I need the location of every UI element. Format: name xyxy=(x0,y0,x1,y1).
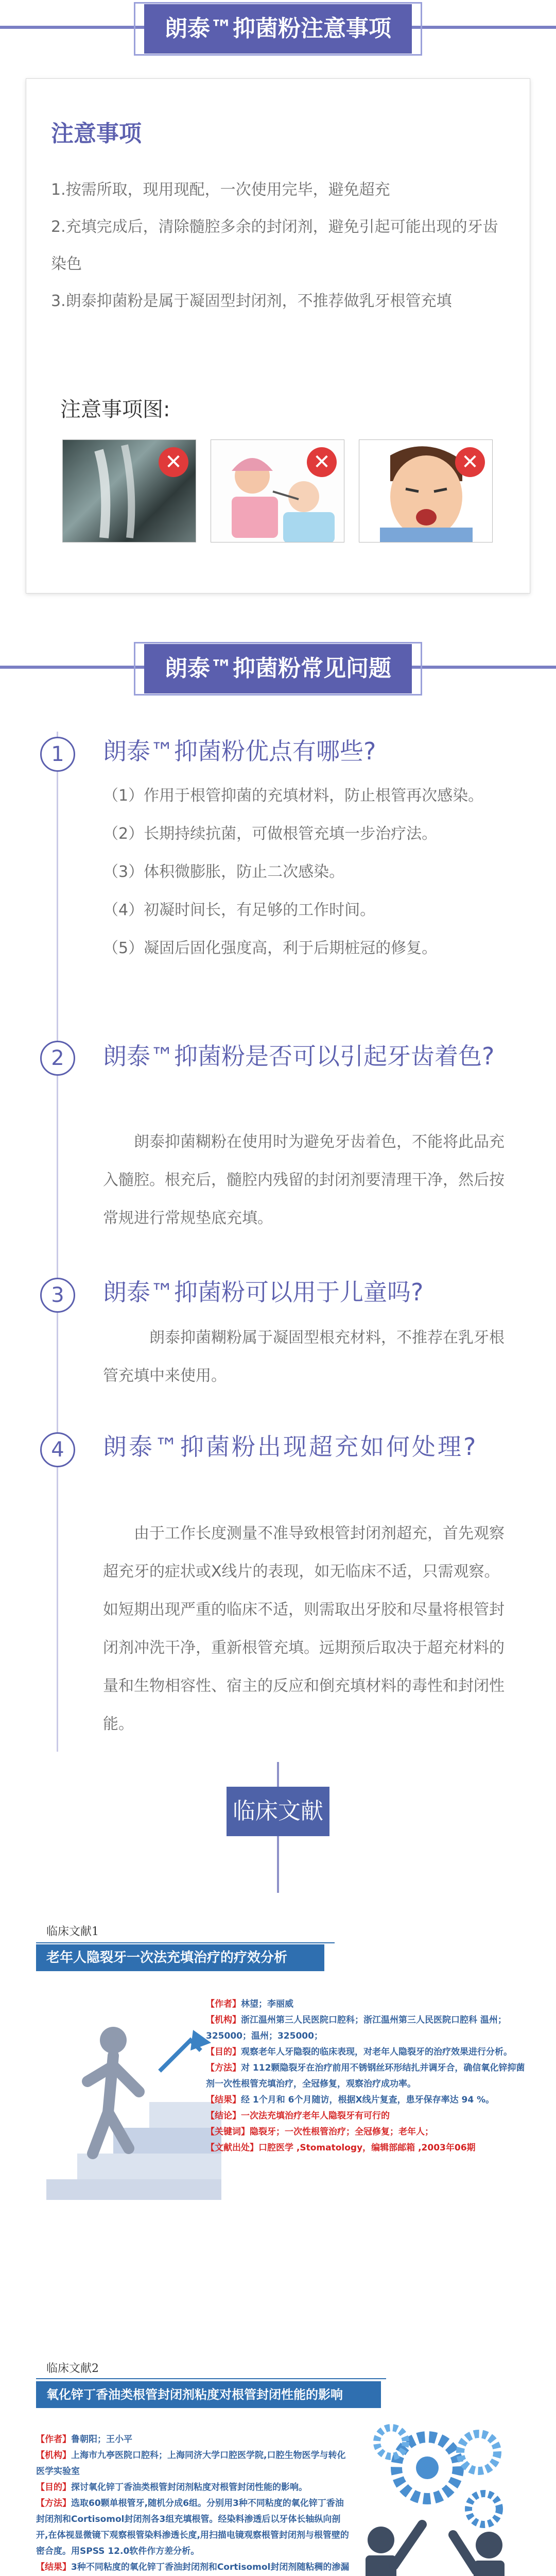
faq-answer-line: 由于工作长度测量不准导致根管封闭剂超充，首先观察超充牙的症状或X线片的表现，如无临床不适，只需观察。如短期出现严重的临床不适，则需取出牙胶和尽量将根管封闭剂冲洗干净，重新根管充填。远期预后取决于超充材料的量和生物相容性、宿主的反应和倒充填材料的毒性和封闭性能。 xyxy=(103,1524,505,1733)
stairs-person-illustration xyxy=(36,1994,232,2210)
gears-team-illustration xyxy=(350,2421,525,2576)
paper-line-text: 观察老年人牙隐裂的临床表现，对老年人隐裂牙的治疗效果进行分析。 xyxy=(241,2047,512,2057)
connector-line xyxy=(277,1762,279,1787)
paper-card-2 xyxy=(21,2344,535,2576)
faq-answer xyxy=(103,1123,510,1238)
paper-line-label: 【关键词】 xyxy=(206,2127,250,2137)
paper-card-1 xyxy=(21,1906,535,2236)
paper-title xyxy=(36,2381,381,2408)
paper-line xyxy=(36,2560,350,2576)
paper-line xyxy=(36,2480,350,2496)
wrong-icon: ✕ xyxy=(159,447,188,477)
paper-line xyxy=(36,2496,350,2560)
section2-banner xyxy=(144,644,412,693)
paper-line-text: 上海市九亭医院口腔科；上海同济大学口腔医学院,口腔生物医学与转化医学实验室 xyxy=(36,2450,346,2477)
paper-line xyxy=(206,2140,525,2156)
paper-line xyxy=(206,2044,525,2060)
section3-banner-text: 临床文献 xyxy=(233,1798,323,1824)
faq-answer-line: （3）体积微膨胀，防止二次感染。 xyxy=(103,863,345,881)
faq-answer-line: （1）作用于根管抑菌的充填材料，防止根管再次感染。 xyxy=(103,787,484,805)
xray-thumbnail xyxy=(62,439,196,543)
faq-question: 朗泰™抑菌粉是否可以引起牙齿着色? xyxy=(103,1042,495,1070)
paper-line-text: 浙江温州第三人民医院口腔科；浙江温州第三人民医院口腔科 温州；325000；温州；325000； xyxy=(206,2015,507,2041)
paper-line-label: 【结果】 xyxy=(206,2095,241,2105)
note-item: 1.按需所取，现用现配，一次使用完毕，避免超充 xyxy=(51,181,390,199)
faq-answer-line: 朗泰抑菌糊粉在使用时为避免牙齿着色，不能将此品充入髓腔。根充后，髓腔内残留的封闭剂要清理干净，然后按常规进行常规垫底充填。 xyxy=(103,1133,505,1227)
paper-line-label: 【结果】 xyxy=(36,2562,71,2572)
paper-title-text: 氧化锌丁香油类根管封闭剂粘度对根管封闭性能的影响 xyxy=(46,2387,343,2402)
paper-line-text: 隐裂牙；一次性根管治疗；全冠修复；老年人； xyxy=(250,2127,433,2137)
paper-line xyxy=(206,2012,525,2044)
paper-line-label: 【方法】 xyxy=(206,2063,241,2073)
timeline-line xyxy=(57,732,58,1752)
paper-line-text: 探讨氧化锌丁香油类根管封闭剂粘度对根管封闭性能的影响。 xyxy=(71,2482,307,2493)
paper-line xyxy=(206,2092,525,2108)
paper-line-text: 林望；李丽威 xyxy=(241,1999,293,2009)
wrong-icon: ✕ xyxy=(455,447,485,477)
note-item: 3.朗泰抑菌粉是属于凝固型封闭剂，不推荐做乳牙根管充填 xyxy=(51,292,452,310)
paper-line xyxy=(206,1996,525,2012)
paper-line-label: 【结论】 xyxy=(206,2111,241,2121)
paper-line-text: 鲁朝阳；王小平 xyxy=(71,2434,132,2445)
faq-number: 2 xyxy=(40,1041,75,1076)
paper-line-text: 3种不同粘度的氧化锌丁香油封闭剂和Cortisomol封闭剂随粘稠的渗漏 xyxy=(71,2562,350,2572)
paper-line-label: 【作者】 xyxy=(206,1999,241,2009)
image-title: 注意事项图: xyxy=(60,398,170,421)
paper-line-text: 一次法充填治疗老年人隐裂牙有可行的 xyxy=(241,2111,390,2121)
paper-line-label: 【目的】 xyxy=(36,2482,71,2493)
section1-banner-text: 朗泰™抑菌粉注意事项 xyxy=(165,15,391,42)
paper-line-label: 【机构】 xyxy=(36,2450,71,2461)
paper-line-text: 选取60颗单根管牙,随机分成6组。分别用3种不同粘度的氧化锌丁香油封闭剂和Cortisomol封闭剂各3组充填根管。经染料渗透后以牙体长轴纵向剖开,在体视显微镜下观察根管染料渗透长度,用扫描电镜观察根管封闭剂与根管壁的密合度。用SPSS 12.0软件作方差分析。 xyxy=(36,2498,349,2556)
faq-answer xyxy=(103,1319,510,1395)
paper-line-text: 经 1个月和 6个月随访，根据X线片复查，患牙保存率达 94 %。 xyxy=(241,2095,495,2105)
faq-question: 朗泰™抑菌粉优点有哪些? xyxy=(103,737,376,765)
paper-title-text: 老年人隐裂牙一次法充填治疗的疗效分析 xyxy=(46,1950,288,1965)
paper-line xyxy=(36,2448,350,2480)
paper-abstract xyxy=(36,2432,350,2576)
faq-number: 3 xyxy=(40,1278,75,1313)
dentist-thumbnail xyxy=(211,439,344,543)
patient-thumbnail xyxy=(359,439,493,543)
notes-heading: 注意事项 xyxy=(51,121,142,147)
notes-list xyxy=(51,172,504,320)
paper-title xyxy=(36,1944,324,1971)
faq-answer-line: （2）长期持续抗菌，可做根管充填一步治疗法。 xyxy=(103,825,438,843)
paper-line-label: 【目的】 xyxy=(206,2047,241,2057)
paper-tag: 临床文献2 xyxy=(46,2362,99,2375)
divider xyxy=(36,2378,386,2379)
faq-question: 朗泰™抑菌粉可以用于儿童吗? xyxy=(103,1278,424,1306)
paper-line-label: 【方法】 xyxy=(36,2498,71,2509)
section1-banner xyxy=(144,4,412,54)
paper-tag: 临床文献1 xyxy=(46,1925,99,1938)
paper-line xyxy=(206,2124,525,2140)
paper-line-label: 【作者】 xyxy=(36,2434,71,2445)
paper-abstract xyxy=(206,1996,525,2156)
faq-answer xyxy=(103,777,510,968)
faq-answer-line: （4）初凝时间长，有足够的工作时间。 xyxy=(103,901,376,919)
paper-line-label: 【文献出处】 xyxy=(206,2143,258,2153)
notes-card xyxy=(26,78,530,594)
section3-banner xyxy=(227,1787,329,1836)
faq-question: 朗泰™抑菌粉出现超充如何处理? xyxy=(103,1433,478,1461)
paper-line-text: 对 112颗隐裂牙在治疗前用不锈钢丝环形结扎并调牙合，确信氧化锌抑菌剂一次性根管充填治疗，全冠修复，观察治疗成功率。 xyxy=(206,2063,525,2089)
paper-line-text: 口腔医学 ,Stomatology，编辑部邮箱 ,2003年06期 xyxy=(258,2143,476,2153)
wrong-icon: ✕ xyxy=(307,447,337,477)
divider xyxy=(36,1942,335,1943)
faq-answer-line: （5）凝固后固化强度高，利于后期桩冠的修复。 xyxy=(103,939,438,957)
paper-line xyxy=(206,2108,525,2124)
section2-banner-text: 朗泰™抑菌粉常见问题 xyxy=(165,655,391,682)
faq-answer-line: 朗泰抑菌糊粉属于凝固型根充材料，不推荐在乳牙根管充填中来使用。 xyxy=(103,1329,505,1385)
paper-line xyxy=(36,2432,350,2448)
faq-number: 1 xyxy=(40,737,75,772)
faq-answer xyxy=(103,1515,510,1743)
note-item: 2.充填完成后，清除髓腔多余的封闭剂，避免引起可能出现的牙齿染色 xyxy=(51,218,498,273)
paper-line xyxy=(206,2060,525,2092)
faq-number: 4 xyxy=(40,1432,75,1467)
paper-line-label: 【机构】 xyxy=(206,2015,241,2025)
connector-line xyxy=(277,1836,279,1893)
